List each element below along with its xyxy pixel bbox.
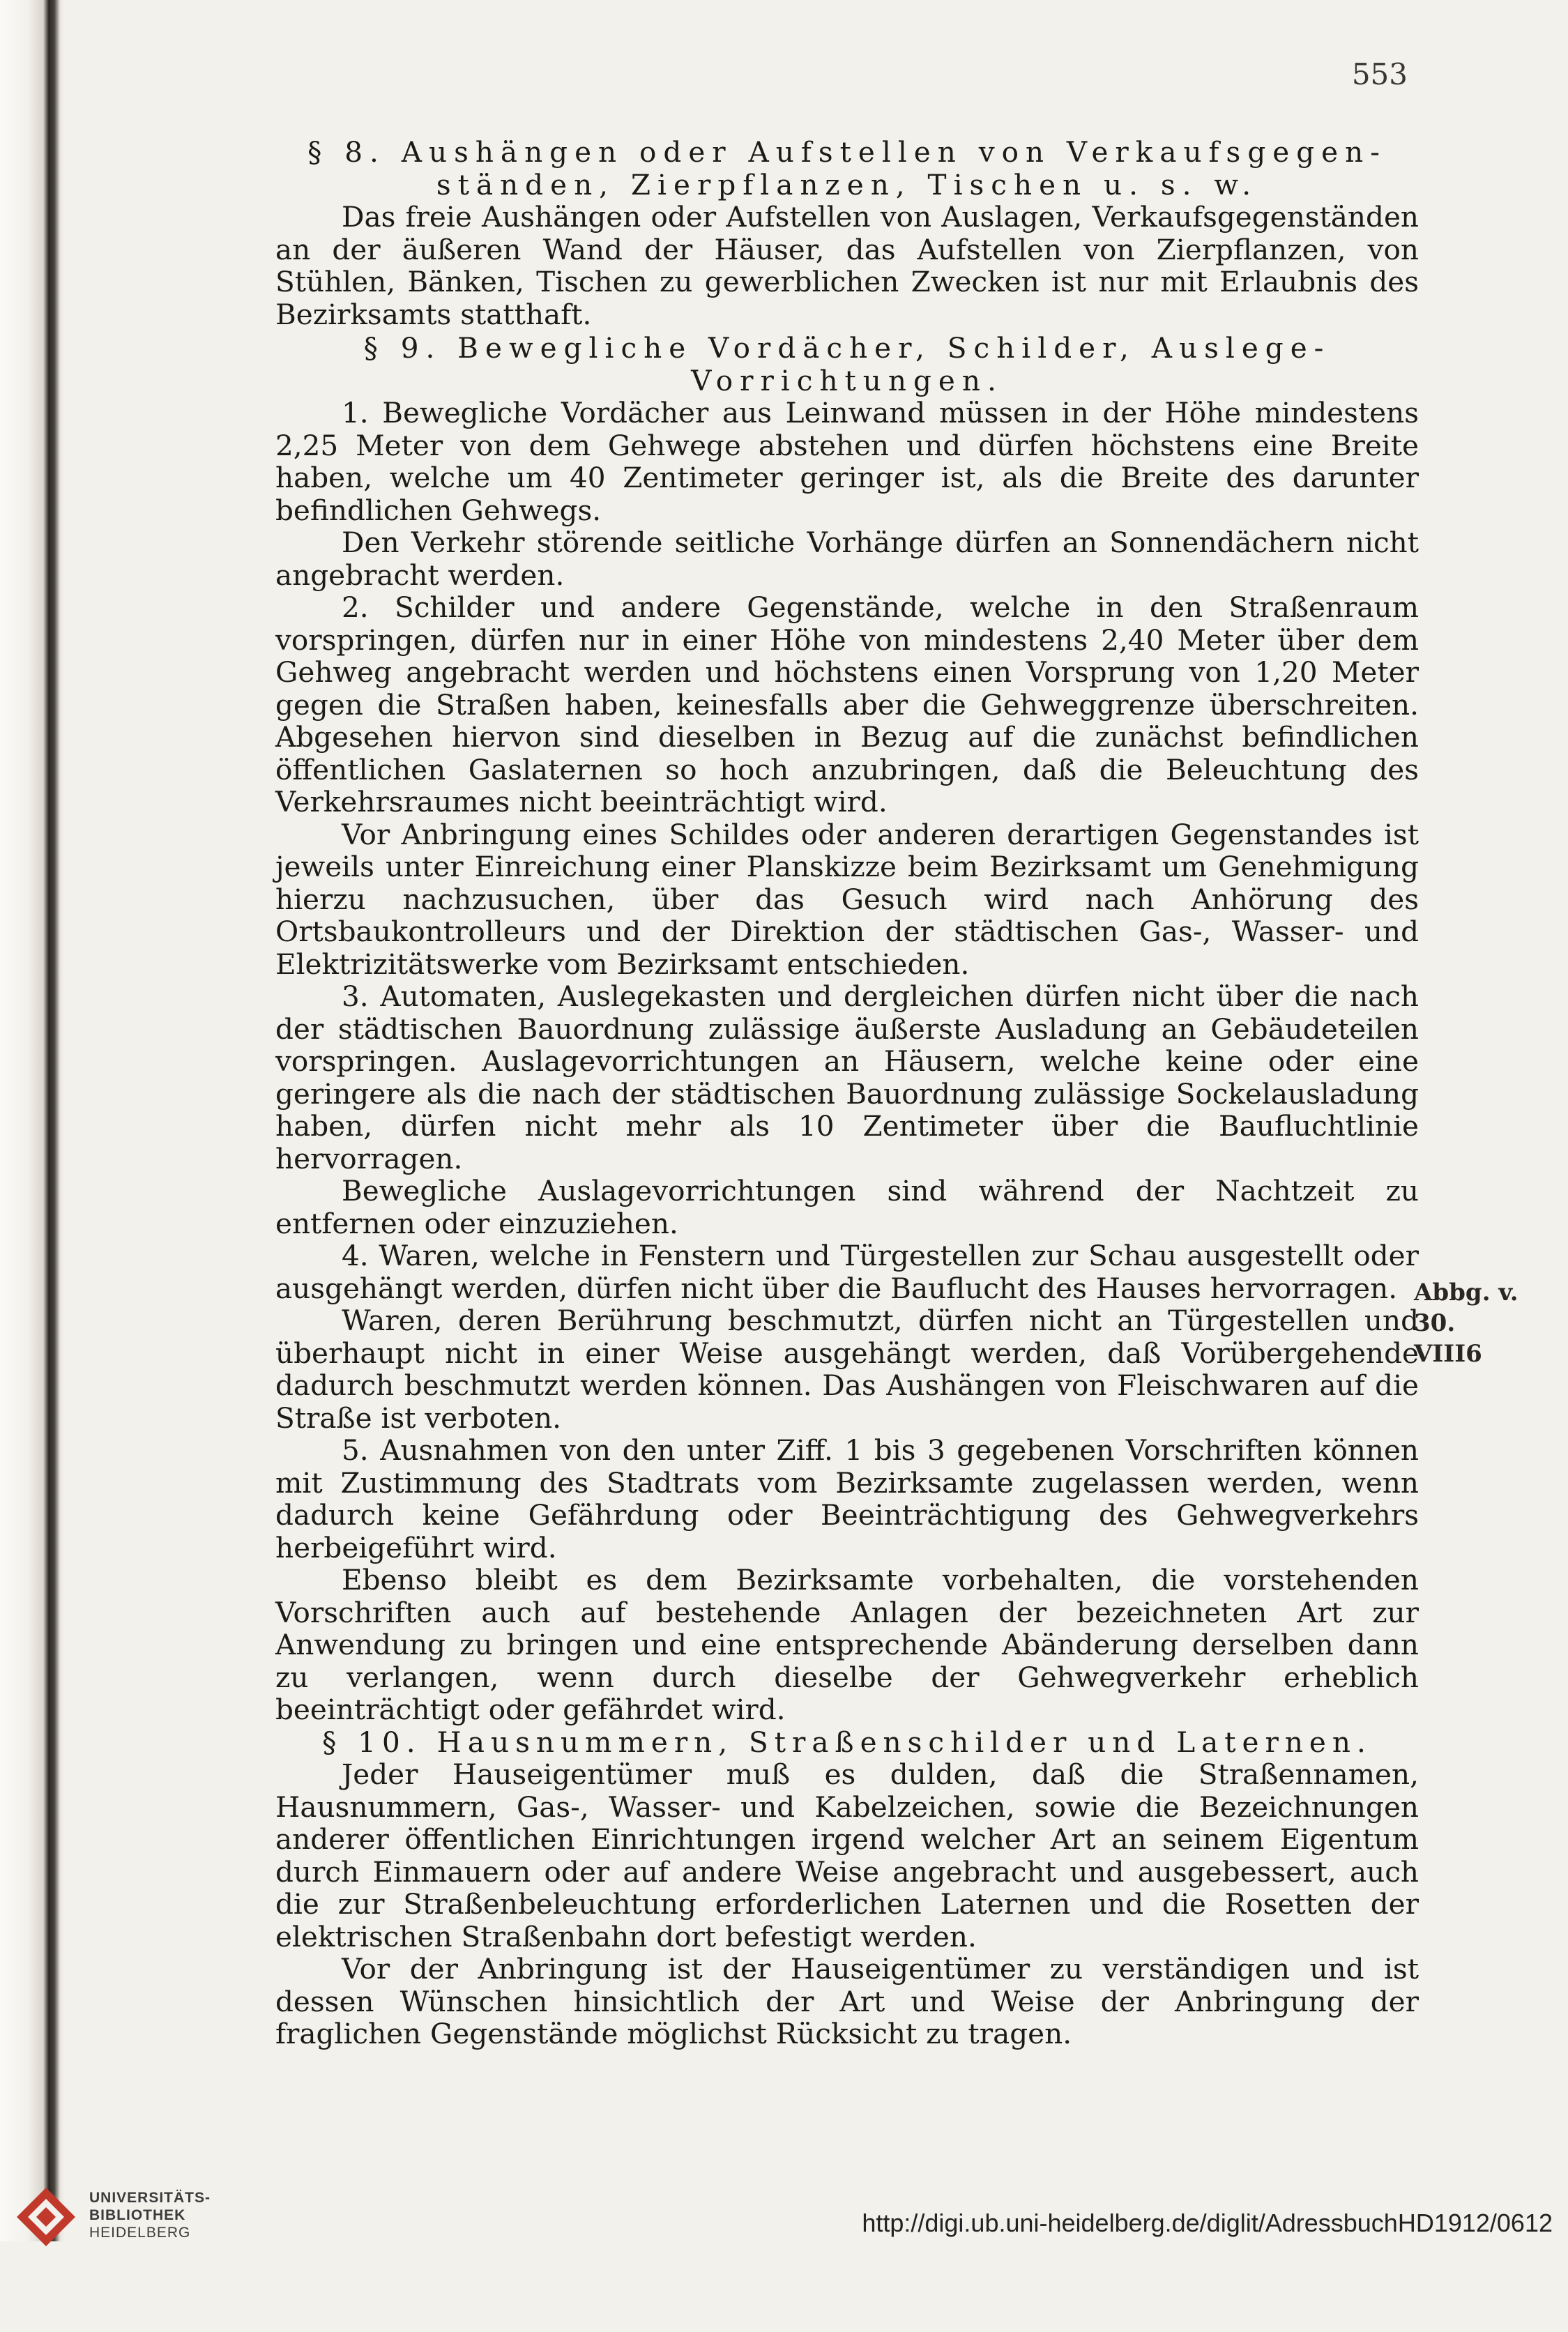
section-9-paragraph: Bewegliche Auslagevorrichtungen sind während der Nachtzeit zu entfernen oder einzuziehen. bbox=[275, 1174, 1419, 1240]
margin-note-line1: Abbg. v. bbox=[1414, 1279, 1518, 1306]
page-number: 553 bbox=[1351, 57, 1408, 91]
section-8-heading-line2: ständen, Zierpflanzen, Tischen u. s. w. bbox=[436, 167, 1258, 201]
section-9-paragraph: Ebenso bleibt es dem Bezirksamte vorbehalten, die vorstehenden Vorschriften auch auf bestehende Anlagen der bezeichneten Art zur Anwendung zu bringen und eine entsprechende Abänderung derselben dann zu verlangen, wenn durch dieselbe der Gehwegverkehr erheblich beeinträchtigt oder gefährdet wird. bbox=[275, 1563, 1419, 1726]
library-name bbox=[89, 2189, 211, 2241]
book-spine-edge bbox=[0, 0, 64, 2332]
section-9-paragraph: Den Verkehr störende seitliche Vorhänge dürfen an Sonnendächern nicht angebracht werden. bbox=[275, 526, 1419, 592]
library-name-line1: UNIVERSITÄTS- bbox=[89, 2190, 211, 2206]
library-name-line3: HEIDELBERG bbox=[89, 2225, 191, 2241]
section-8-heading-line1: § 8. Aushängen oder Aufstellen von Verkaufsgegen- bbox=[307, 135, 1387, 169]
library-name-line2: BIBLIOTHEK bbox=[89, 2207, 186, 2223]
section-9-paragraph-item-4: 4. Waren, welche in Fenstern und Türgestellen zur Schau ausgestellt oder ausgehängt werden, dürfen nicht über die Bauflucht des Hauses hervorragen. bbox=[275, 1239, 1419, 1305]
section-9-paragraph: Vor Anbringung eines Schildes oder anderen derartigen Gegenstandes ist jeweils unter Einreichung einer Planskizze beim Bezirksamt um Genehmigung hierzu nachzusuchen, über das Gesuch wird nach Anhörung des Ortsbaukontrolleurs und der Direktion der städtischen Gas-, Wasser- und Elektrizitätswerke vom Bezirksamt entschieden. bbox=[275, 817, 1419, 981]
university-library-logo bbox=[13, 2184, 79, 2250]
section-9-paragraph: Waren, deren Berührung beschmutzt, dürfen nicht an Türgestellen und überhaupt nicht in einer Weise ausgehängt werden, daß Vorübergehende dadurch beschmutzt werden können. Das Aushängen von Fleischwaren auf die Straße ist verboten. bbox=[275, 1304, 1419, 1435]
section-9-heading-line2: Vorrichtungen. bbox=[691, 363, 1003, 397]
section-9-paragraph: 1. Bewegliche Vordächer aus Leinwand müssen in der Höhe mindestens 2,25 Meter von dem Gehwege abstehen und dürfen höchstens eine Breite haben, welche um 40 Zentimeter geringer ist, als die Breite des darunter befindlichen Gehwegs. bbox=[275, 396, 1419, 527]
section-9-paragraph: 2. Schilder und andere Gegenstände, welche in den Straßenraum vorspringen, dürfen nur in einer Höhe von mindestens 2,40 Meter über dem Gehweg angebracht werden und höchstens einen Vorsprung von 1,20 Meter gegen die Straßen haben, keinesfalls aber die Gehweggrenze überschreiten. Abgesehen hiervon sind dieselben in Bezug auf die zunächst befindlichen öffentlichen Gaslaternen so hoch anzubringen, daß die Beleuchtung des Verkehrsraumes nicht beeinträchtigt wird. bbox=[275, 590, 1419, 818]
section-8-paragraph: Das freie Aushängen oder Aufstellen von Auslagen, Verkaufsgegenständen an der äußeren Wand der Häuser, das Aufstellen von Zierpflanzen, von Stühlen, Bänken, Tischen zu gewerblichen Zwecken ist nur mit Erlaubnis des Bezirksamts statthaft. bbox=[275, 200, 1419, 331]
page-body bbox=[275, 136, 1419, 2050]
footer bbox=[0, 2241, 1568, 2332]
section-9-heading-line1: § 9. Bewegliche Vordächer, Schilder, Auslege- bbox=[363, 331, 1331, 365]
section-9-paragraph: 5. Ausnahmen von den unter Ziff. 1 bis 3 gegebenen Vorschriften können mit Zustimmung des Stadtrats vom Bezirksamte zugelassen werden, wenn dadurch keine Gefährdung oder Beeinträchtigung des Gehwegverkehrs herbeigeführt wird. bbox=[275, 1433, 1419, 1564]
section-10-paragraph: Jeder Hauseigentümer muß es dulden, daß die Straßennamen, Hausnummern, Gas-, Wasser- und Kabelzeichen, sowie die Bezeichnungen anderer öffentlichen Einrichtungen irgend welcher Art an seinem Eigentum durch Einmauern oder auf andere Weise angebracht und ausgebessert, auch die zur Straßenbeleuchtung erforderlichen Laternen und die Rosetten der elektrischen Straßenbahn dort befestigt werden. bbox=[275, 1758, 1419, 1953]
section-10-heading: § 10. Hausnummern, Straßenschilder und Laternen. bbox=[322, 1725, 1372, 1759]
section-10-paragraph: Vor der Anbringung ist der Hauseigentümer zu verständigen und ist dessen Wünschen hinsichtlich der Art und Weise der Anbringung der fraglichen Gegenstände möglichst Rücksicht zu tragen. bbox=[275, 1952, 1419, 2050]
section-9-paragraph: 3. Automaten, Auslegekasten und dergleichen dürfen nicht über die nach der städtischen Bauordnung zulässige äußerste Ausladung an Gebäudeteilen vorspringen. Auslagevorrichtungen an Häusern, welche keine oder eine geringere als die nach der städtischen Bauordnung zulässige Sockelausladung haben, dürfen nicht mehr als 10 Zentimeter über die Baufluchtlinie hervorragen. bbox=[275, 980, 1419, 1175]
margin-note-line2: 30. VIII6 bbox=[1414, 1309, 1482, 1368]
source-url-link[interactable]: http://digi.ub.uni-heidelberg.de/diglit/AdressbuchHD1912/0612 bbox=[862, 2209, 1553, 2237]
margin-note bbox=[1414, 1277, 1518, 1369]
